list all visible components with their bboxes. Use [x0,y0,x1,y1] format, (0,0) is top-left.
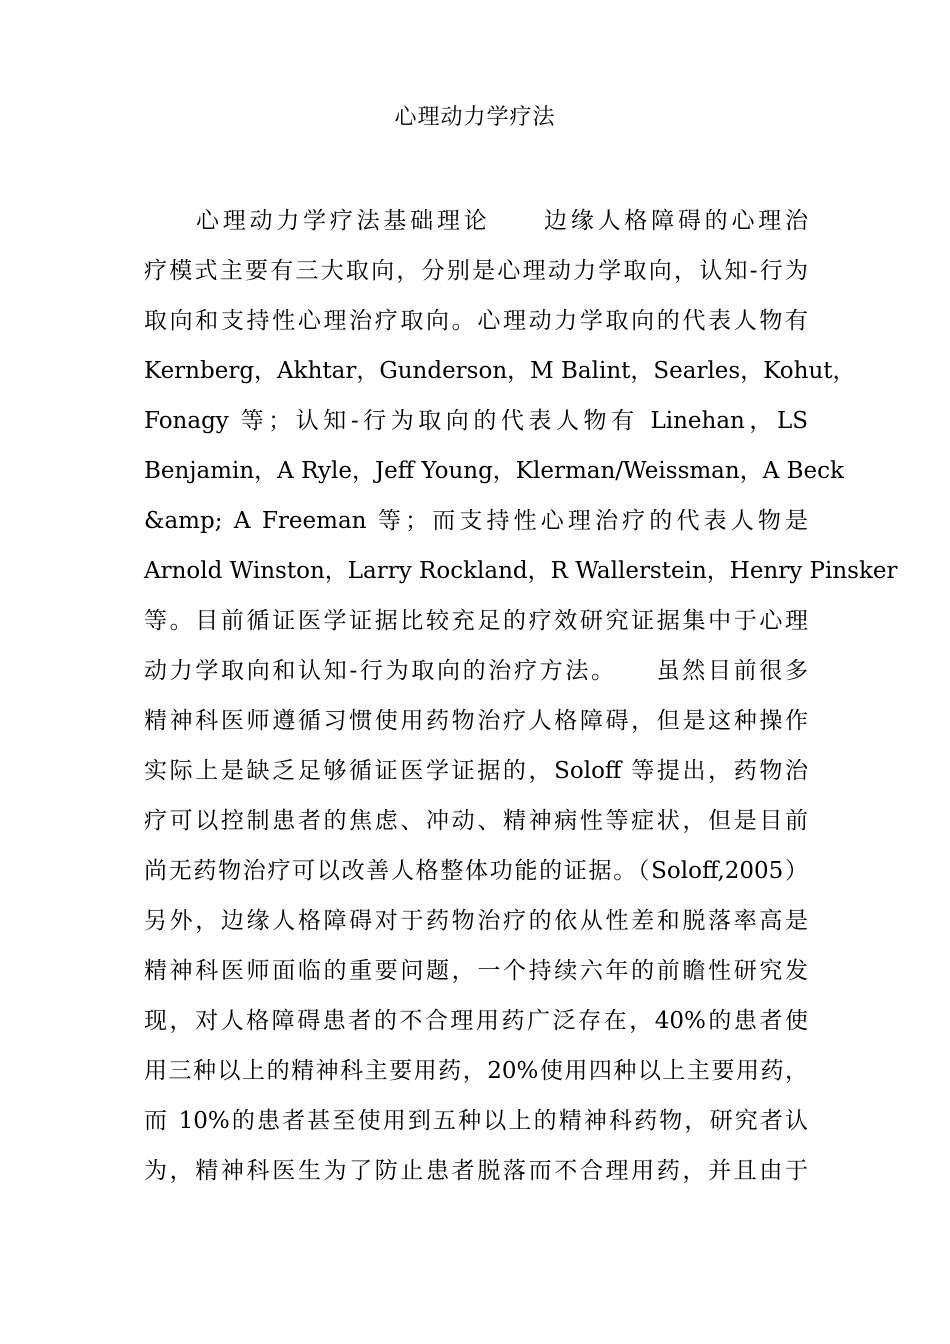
text-line: Benjamin，A Ryle，Jeff Young，Klerman/Weissman，A Beck [144,458,844,484]
text-line: 另外，边缘人格障碍对于药物治疗的依从性差和脱落率高是 [144,908,808,934]
text-line: Fonagy 等；认知-行为取向的代表人物有 Linehan，LS [144,408,808,434]
document-title: 心理动力学疗法 [394,105,556,130]
text-line: 疗可以控制患者的焦虑、冲动、精神病性等症状，但是目前 [144,808,808,834]
text-line: 现，对人格障碍患者的不合理用药广泛存在，40%的患者使 [144,1008,808,1034]
text-line: 精神科医师遵循习惯使用药物治疗人格障碍，但是这种操作 [144,708,808,734]
text-line: 实际上是缺乏足够循证医学证据的，Soloff 等提出，药物治 [144,758,808,784]
text-line: &amp; A Freeman 等；而支持性心理治疗的代表人物是 [144,508,808,534]
body-paragraph [144,196,898,1196]
text-line: 取向和支持性心理治疗取向。心理动力学取向的代表人物有 [144,308,808,334]
text-line: 为，精神科医生为了防止患者脱落而不合理用药，并且由于 [144,1158,808,1184]
text-line: 疗模式主要有三大取向，分别是心理动力学取向，认知-行为 [144,258,808,284]
text-line: 心理动力学疗法基础理论 边缘人格障碍的心理治 [196,208,808,234]
text-line: 而 10%的患者甚至使用到五种以上的精神科药物，研究者认 [144,1108,808,1134]
text-line: Arnold Winston，Larry Rockland，R Wallerstein，Henry Pinsker [144,558,898,584]
text-line: Kernberg，Akhtar，Gunderson，M Balint，Searles，Kohut， [144,358,856,384]
text-line: 精神科医师面临的重要问题，一个持续六年的前瞻性研究发 [144,958,808,984]
text-line: 动力学取向和认知-行为取向的治疗方法。 虽然目前很多 [144,658,808,684]
text-line: 等。目前循证医学证据比较充足的疗效研究证据集中于心理 [144,608,808,634]
text-line: 尚无药物治疗可以改善人格整体功能的证据。（Soloff,2005） [144,858,808,884]
text-line: 用三种以上的精神科主要用药，20%使用四种以上主要用药， [144,1058,808,1084]
